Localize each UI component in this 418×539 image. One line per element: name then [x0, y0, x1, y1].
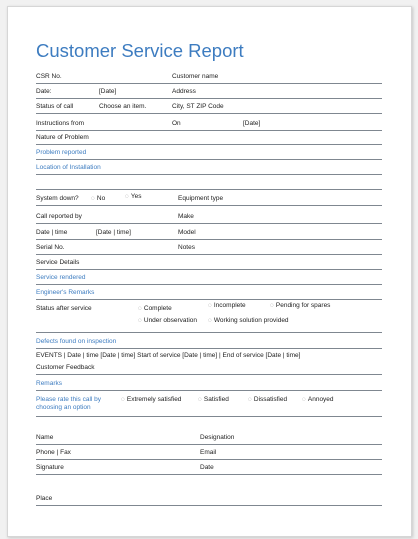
divider — [36, 113, 382, 114]
radio-icon: ◌ — [138, 305, 142, 312]
address-label: Address — [172, 88, 196, 95]
on-label: On — [172, 120, 181, 127]
report-page — [7, 6, 412, 537]
radio-working-solution-label: Working solution provided — [213, 317, 289, 324]
place-label: Place — [36, 495, 53, 502]
radio-icon: ◌ — [125, 193, 129, 200]
divider — [36, 374, 382, 375]
name-label: Name — [36, 434, 54, 441]
radio-under-observation[interactable] — [138, 317, 197, 325]
divider — [36, 284, 382, 285]
make-label: Make — [178, 213, 194, 220]
divider — [36, 83, 382, 84]
customer-name-label: Customer name — [172, 73, 219, 80]
radio-satisfied-label: Satisfied — [203, 396, 229, 403]
location-heading: Location of Installation — [36, 164, 101, 171]
divider — [36, 144, 382, 145]
divider — [36, 390, 382, 391]
radio-icon: ◌ — [248, 396, 252, 403]
radio-icon: ◌ — [198, 396, 202, 403]
divider — [36, 223, 382, 224]
radio-yes[interactable] — [125, 193, 141, 201]
radio-icon: ◌ — [91, 195, 95, 202]
customer-feedback-label: Customer Feedback — [36, 364, 95, 371]
status-after-service-label: Status after service — [36, 305, 92, 312]
date-field[interactable]: [Date] — [99, 88, 117, 95]
radio-satisfied[interactable] — [198, 396, 229, 404]
defects-heading: Defects found on inspection — [36, 338, 117, 345]
radio-pending-spares[interactable] — [270, 302, 330, 310]
page-title: Customer Service Report — [36, 40, 244, 61]
divider — [36, 174, 382, 175]
problem-reported-heading: Problem reported — [36, 149, 87, 156]
rate-instruction-line2: choosing an option — [36, 404, 91, 411]
radio-icon: ◌ — [270, 302, 274, 309]
radio-dissatisfied[interactable] — [248, 396, 287, 404]
nature-of-problem-label: Nature of Problem — [36, 134, 89, 141]
divider — [36, 505, 382, 506]
status-of-call-label: Status of call — [36, 103, 74, 110]
on-date-field[interactable]: [Date] — [243, 120, 261, 127]
divider — [36, 332, 382, 333]
radio-complete-label: Complete — [143, 305, 172, 312]
radio-working-solution[interactable] — [208, 317, 289, 325]
csr-no-label: CSR No. — [36, 73, 62, 80]
radio-annoyed[interactable] — [302, 396, 334, 404]
email-label: Email — [200, 449, 217, 456]
radio-icon: ◌ — [302, 396, 306, 403]
radio-extremely-satisfied-label: Extremely satisfied — [126, 396, 182, 403]
radio-dissatisfied-label: Dissatisfied — [253, 396, 288, 403]
service-details-label: Service Details — [36, 259, 80, 266]
serial-no-label: Serial No. — [36, 244, 65, 251]
radio-under-observation-label: Under observation — [143, 317, 197, 324]
radio-annoyed-label: Annoyed — [307, 396, 334, 403]
date-time-field[interactable]: [Date | time] — [96, 229, 131, 236]
date-label: Date: — [36, 88, 52, 95]
divider — [36, 130, 382, 131]
radio-icon: ◌ — [208, 317, 212, 324]
divider — [36, 348, 382, 349]
status-of-call-dropdown[interactable]: Choose an item. — [99, 103, 147, 110]
designation-label: Designation — [200, 434, 235, 441]
equipment-type-label: Equipment type — [178, 195, 224, 202]
rate-instruction-line1: Please rate this call by — [36, 396, 102, 403]
remarks-heading: Remarks — [36, 380, 63, 387]
divider — [36, 254, 382, 255]
events-line: EVENTS | Date | time [Date | time] Start of service [Date | time] | End of service [Date | time] — [36, 352, 301, 359]
divider — [36, 98, 382, 99]
radio-icon: ◌ — [121, 396, 125, 403]
radio-complete[interactable] — [138, 305, 172, 313]
divider — [36, 299, 382, 300]
service-rendered-heading: Service rendered — [36, 274, 86, 281]
city-zip-label: City, ST ZIP Code — [172, 103, 224, 110]
divider — [36, 416, 382, 417]
instructions-from-label: Instructions from — [36, 120, 85, 127]
divider — [36, 159, 382, 160]
radio-incomplete-label: Incomplete — [213, 302, 246, 309]
signature-label: Signature — [36, 464, 64, 471]
radio-pending-spares-label: Pending for spares — [275, 302, 331, 309]
system-down-label: System down? — [36, 195, 79, 202]
notes-label: Notes — [178, 244, 195, 251]
divider — [36, 269, 382, 270]
signature-date-label: Date — [200, 464, 214, 471]
radio-incomplete[interactable] — [208, 302, 246, 310]
radio-no-label: No — [96, 195, 106, 202]
divider — [36, 239, 382, 240]
divider — [36, 205, 382, 206]
divider — [36, 189, 382, 190]
radio-no[interactable] — [91, 195, 105, 203]
radio-icon: ◌ — [208, 302, 212, 309]
phone-fax-label: Phone | Fax — [36, 449, 71, 456]
divider — [36, 444, 382, 445]
radio-yes-label: Yes — [130, 193, 142, 200]
divider — [36, 474, 382, 475]
model-label: Model — [178, 229, 196, 236]
engineers-remarks-heading: Engineer's Remarks — [36, 289, 95, 296]
radio-extremely-satisfied[interactable] — [121, 396, 181, 404]
date-time-label: Date | time — [36, 229, 68, 236]
radio-icon: ◌ — [138, 317, 142, 324]
divider — [36, 459, 382, 460]
call-reported-by-label: Call reported by — [36, 213, 82, 220]
